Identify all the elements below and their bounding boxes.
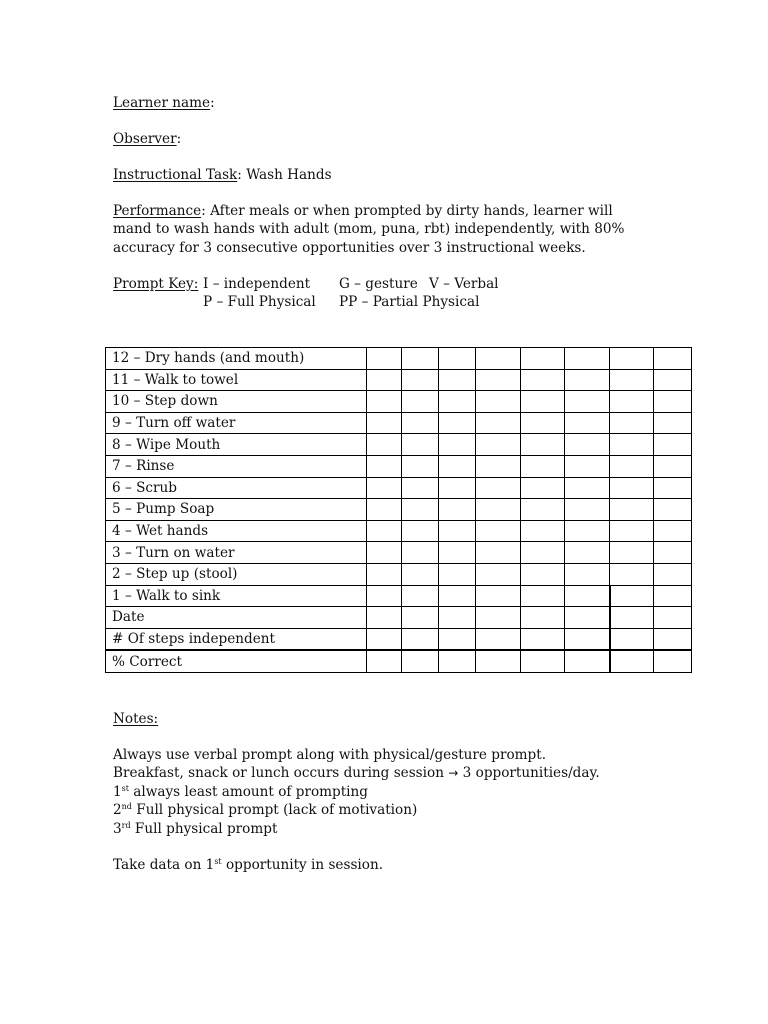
data-cell[interactable]: [476, 348, 521, 370]
data-cell[interactable]: [367, 348, 402, 370]
row-label: 12 – Dry hands (and mouth): [106, 348, 367, 370]
data-cell[interactable]: [476, 434, 521, 456]
data-cell[interactable]: [476, 563, 521, 585]
data-cell[interactable]: [439, 412, 476, 434]
data-cell[interactable]: [610, 542, 654, 564]
data-cell[interactable]: [476, 585, 521, 607]
data-cell[interactable]: [476, 477, 521, 499]
data-cell[interactable]: [521, 412, 565, 434]
data-cell[interactable]: [521, 477, 565, 499]
data-cell[interactable]: [565, 369, 610, 391]
data-cell[interactable]: [654, 650, 692, 672]
data-cell[interactable]: [367, 455, 402, 477]
data-cell[interactable]: [521, 585, 565, 607]
data-cell[interactable]: [439, 455, 476, 477]
table-row: [106, 650, 692, 672]
data-cell[interactable]: [439, 434, 476, 456]
observer-field[interactable]: Observer:: [113, 131, 182, 147]
data-cell[interactable]: [654, 607, 692, 629]
data-cell[interactable]: [402, 412, 439, 434]
table-body: [106, 348, 692, 673]
table-row: [106, 563, 692, 585]
observer-label: Observer: [113, 131, 177, 147]
table-row: [106, 628, 692, 650]
data-cell[interactable]: [565, 607, 610, 629]
data-cell[interactable]: [476, 650, 521, 672]
data-cell[interactable]: [439, 563, 476, 585]
task-label: Instructional Task: [113, 167, 238, 183]
row-label: 11 – Walk to towel: [106, 369, 367, 391]
data-cell[interactable]: [610, 434, 654, 456]
data-cell[interactable]: [402, 563, 439, 585]
data-cell[interactable]: [610, 520, 654, 542]
data-cell[interactable]: [367, 412, 402, 434]
data-cell[interactable]: [654, 520, 692, 542]
data-cell[interactable]: [565, 650, 610, 672]
data-cell[interactable]: [367, 585, 402, 607]
table-row: [106, 391, 692, 413]
data-cell[interactable]: [439, 348, 476, 370]
data-cell[interactable]: [367, 520, 402, 542]
table-row: [106, 369, 692, 391]
table-row: [106, 477, 692, 499]
data-cell[interactable]: [402, 607, 439, 629]
data-cell[interactable]: [654, 499, 692, 521]
data-cell[interactable]: [367, 477, 402, 499]
table-row: [106, 348, 692, 370]
data-cell[interactable]: [610, 477, 654, 499]
data-cell[interactable]: [610, 650, 654, 672]
data-cell[interactable]: [476, 412, 521, 434]
data-cell[interactable]: [402, 585, 439, 607]
data-cell[interactable]: [521, 563, 565, 585]
data-cell[interactable]: [402, 650, 439, 672]
data-cell[interactable]: [402, 391, 439, 413]
data-cell[interactable]: [565, 563, 610, 585]
table-row: [106, 434, 692, 456]
table-row: [106, 585, 692, 607]
data-cell[interactable]: [476, 520, 521, 542]
data-cell[interactable]: [521, 391, 565, 413]
note-line-1: Always use verbal prompt along with physical/gesture prompt.: [113, 747, 547, 763]
data-cell[interactable]: [610, 391, 654, 413]
data-cell[interactable]: [565, 520, 610, 542]
data-cell[interactable]: [439, 499, 476, 521]
data-cell[interactable]: [565, 499, 610, 521]
data-cell[interactable]: [521, 542, 565, 564]
row-label: 9 – Turn off water: [106, 412, 367, 434]
data-cell[interactable]: [402, 542, 439, 564]
data-cell[interactable]: [521, 369, 565, 391]
notes-section: [113, 710, 713, 874]
row-label: 1 – Walk to sink: [106, 585, 367, 607]
data-cell[interactable]: [521, 455, 565, 477]
prompt-independent: I – independent: [203, 275, 311, 292]
data-cell[interactable]: [439, 628, 476, 650]
row-label: 5 – Pump Soap: [106, 499, 367, 521]
note-line-5: 3rd Full physical prompt: [113, 820, 278, 837]
data-cell[interactable]: [476, 542, 521, 564]
data-cell[interactable]: [402, 499, 439, 521]
data-cell[interactable]: [439, 542, 476, 564]
data-cell[interactable]: [476, 391, 521, 413]
data-cell[interactable]: [521, 434, 565, 456]
row-label: # Of steps independent: [106, 628, 367, 650]
task-value: Wash Hands: [246, 167, 332, 183]
row-label: 3 – Turn on water: [106, 542, 367, 564]
data-cell[interactable]: [654, 412, 692, 434]
data-cell[interactable]: [610, 348, 654, 370]
data-cell[interactable]: [610, 499, 654, 521]
row-label: 8 – Wipe Mouth: [106, 434, 367, 456]
data-cell[interactable]: [521, 499, 565, 521]
row-label: 7 – Rinse: [106, 455, 367, 477]
data-cell[interactable]: [654, 455, 692, 477]
row-label: 10 – Step down: [106, 391, 367, 413]
prompt-full-physical: P – Full Physical: [203, 294, 316, 311]
data-cell[interactable]: [367, 391, 402, 413]
data-cell[interactable]: [654, 391, 692, 413]
data-cell[interactable]: [439, 520, 476, 542]
performance-label: Performance: [113, 203, 202, 219]
notes-title: Notes:: [113, 711, 159, 727]
data-cell[interactable]: [367, 499, 402, 521]
data-cell[interactable]: [402, 369, 439, 391]
table-row: [106, 412, 692, 434]
data-cell[interactable]: [565, 348, 610, 370]
data-cell[interactable]: [610, 369, 654, 391]
prompt-verbal: V – Verbal: [429, 275, 499, 292]
data-cell[interactable]: [610, 563, 654, 585]
note-line-3: 1st always least amount of prompting: [113, 783, 368, 800]
data-cell[interactable]: [610, 455, 654, 477]
data-cell[interactable]: [367, 628, 402, 650]
data-cell[interactable]: [402, 520, 439, 542]
data-cell[interactable]: [565, 477, 610, 499]
data-cell[interactable]: [476, 499, 521, 521]
row-label: Date: [106, 607, 367, 629]
data-cell[interactable]: [610, 607, 654, 629]
data-cell[interactable]: [610, 628, 654, 650]
data-cell[interactable]: [402, 348, 439, 370]
table-row: [106, 499, 692, 521]
data-cell[interactable]: [565, 391, 610, 413]
prompt-key: [113, 275, 693, 312]
note-line-4: 2nd Full physical prompt (lack of motivation): [113, 802, 418, 819]
form-header: [113, 94, 693, 312]
data-cell[interactable]: [402, 477, 439, 499]
data-cell[interactable]: [402, 455, 439, 477]
data-cell[interactable]: [439, 607, 476, 629]
row-label: 4 – Wet hands: [106, 520, 367, 542]
data-cell[interactable]: [521, 628, 565, 650]
right-arrow-icon: →: [448, 766, 459, 781]
data-cell[interactable]: [476, 455, 521, 477]
table-row: [106, 455, 692, 477]
data-cell[interactable]: [565, 585, 610, 607]
performance-statement: Performance: After meals or when prompted by dirty hands, learner will mand to wash hands with adult (mom, puna, rbt) independently, with 80% accuracy for 3 consecutive opportunities over 3 instructional weeks.: [113, 203, 625, 256]
data-cell[interactable]: [367, 563, 402, 585]
instructional-task: Instructional Task: Wash Hands: [113, 167, 332, 183]
prompt-partial-physical: PP – Partial Physical: [339, 294, 480, 311]
table-row: [106, 520, 692, 542]
data-cell[interactable]: [367, 434, 402, 456]
data-cell[interactable]: [565, 455, 610, 477]
learner-name-label: Learner name: [113, 95, 211, 111]
data-cell[interactable]: [654, 628, 692, 650]
table-row: [106, 607, 692, 629]
table-row: [106, 542, 692, 564]
data-cell[interactable]: [565, 434, 610, 456]
learner-name-field[interactable]: Learner name:: [113, 95, 215, 111]
data-cell[interactable]: [476, 607, 521, 629]
data-cell[interactable]: [521, 348, 565, 370]
prompt-key-label: Prompt Key:: [113, 275, 199, 292]
data-cell[interactable]: [367, 542, 402, 564]
note-line-2: Breakfast, snack or lunch occurs during session → 3 opportunities/day.: [113, 765, 600, 782]
data-cell[interactable]: [439, 585, 476, 607]
data-cell[interactable]: [439, 369, 476, 391]
data-cell[interactable]: [402, 628, 439, 650]
data-cell[interactable]: [476, 369, 521, 391]
data-cell[interactable]: [565, 412, 610, 434]
row-label: 2 – Step up (stool): [106, 563, 367, 585]
data-cell[interactable]: [654, 369, 692, 391]
data-cell[interactable]: [565, 628, 610, 650]
row-label: 6 – Scrub: [106, 477, 367, 499]
data-cell[interactable]: [654, 477, 692, 499]
data-cell[interactable]: [521, 650, 565, 672]
data-cell[interactable]: [367, 607, 402, 629]
note-line-6: Take data on 1st opportunity in session.: [113, 856, 384, 873]
row-label: % Correct: [106, 650, 367, 672]
data-cell[interactable]: [439, 391, 476, 413]
data-cell[interactable]: [654, 585, 692, 607]
data-cell[interactable]: [402, 434, 439, 456]
data-cell[interactable]: [367, 369, 402, 391]
data-cell[interactable]: [367, 650, 402, 672]
prompt-gesture: G – gesture: [339, 275, 418, 292]
data-cell[interactable]: [654, 563, 692, 585]
data-cell[interactable]: [476, 628, 521, 650]
data-cell[interactable]: [521, 607, 565, 629]
data-cell[interactable]: [654, 434, 692, 456]
data-cell[interactable]: [565, 542, 610, 564]
data-cell[interactable]: [610, 585, 654, 607]
data-cell[interactable]: [610, 412, 654, 434]
data-cell[interactable]: [521, 520, 565, 542]
data-cell[interactable]: [654, 542, 692, 564]
data-cell[interactable]: [654, 348, 692, 370]
data-cell[interactable]: [439, 477, 476, 499]
task-analysis-table: [105, 347, 692, 673]
data-cell[interactable]: [439, 650, 476, 672]
performance-text: After meals or when prompted by dirty hands, learner will mand to wash hands with adult (mom, puna, rbt) independently, with 80% accuracy for 3 consecutive opportunities over 3 instructional weeks.: [113, 203, 625, 256]
